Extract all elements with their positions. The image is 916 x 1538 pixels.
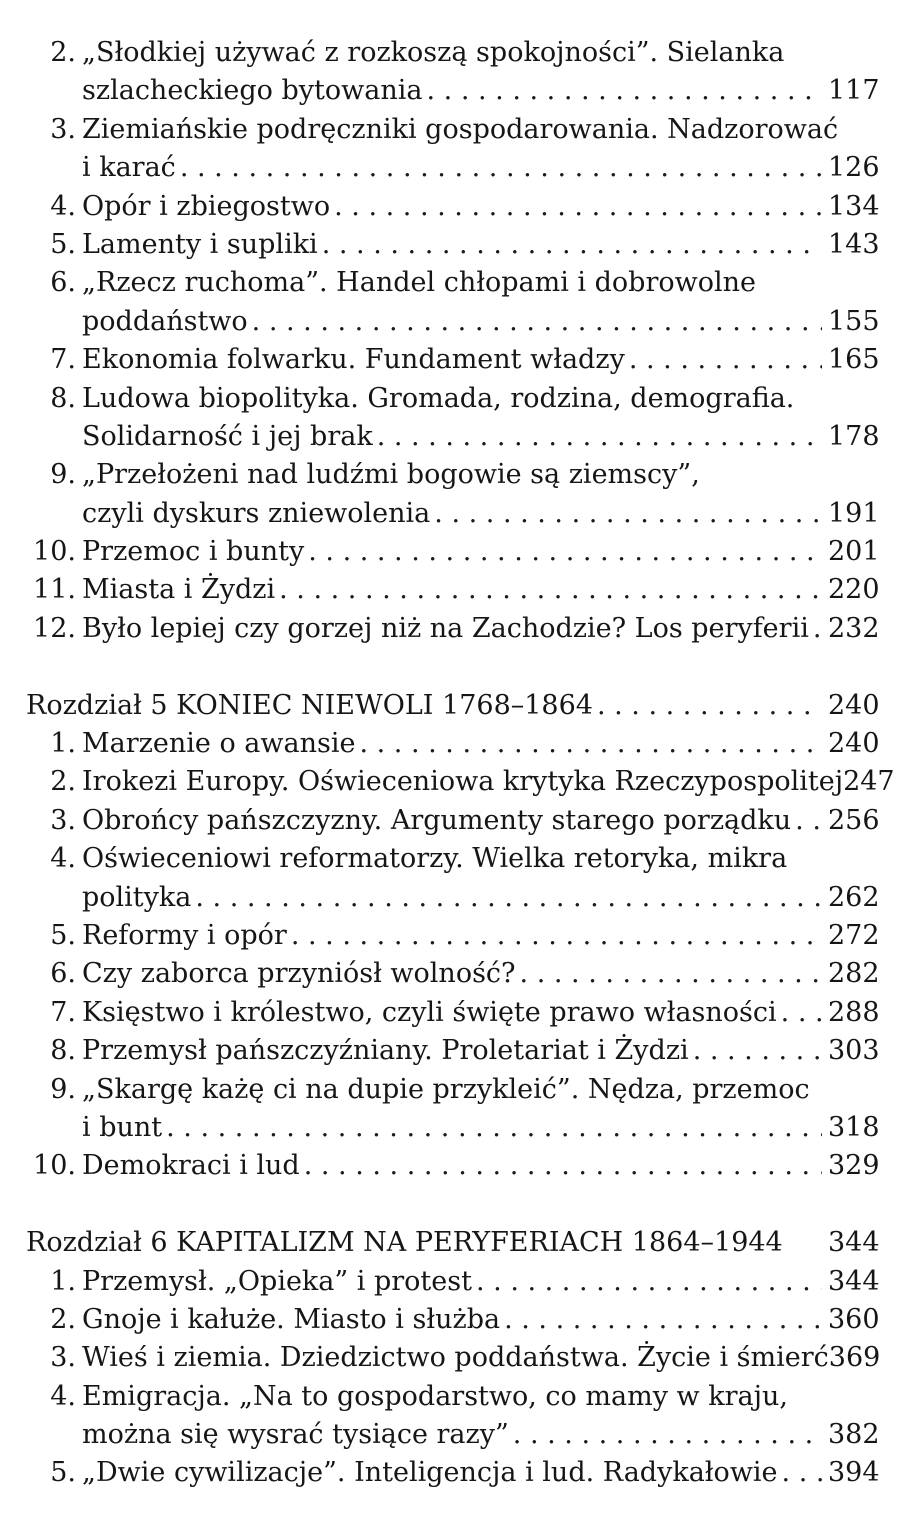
entry-number: 10. bbox=[33, 1150, 76, 1182]
page-number: 126 bbox=[828, 152, 880, 184]
section-gap bbox=[26, 648, 878, 686]
page-number: 191 bbox=[828, 497, 880, 529]
entry-title: Wieś i ziemia. Dziedzictwo poddaństwa. Życie i śmierć bbox=[82, 1342, 829, 1374]
dot-leader bbox=[629, 341, 822, 379]
entry-number: 11. bbox=[33, 574, 76, 606]
toc-entry bbox=[26, 341, 878, 379]
entry-number: 1. bbox=[50, 1265, 76, 1297]
entry-title: „Dwie cywilizacje”. Inteligencja i lud. Radykałowie bbox=[82, 1457, 778, 1489]
toc-entry bbox=[26, 610, 878, 648]
toc-entry bbox=[26, 380, 878, 418]
entry-title: Przemysł. „Opieka” i protest bbox=[82, 1265, 472, 1297]
toc-entry-continuation bbox=[26, 879, 878, 917]
page-number: 220 bbox=[828, 574, 880, 606]
page-number: 155 bbox=[828, 305, 880, 337]
dot-leader bbox=[279, 571, 822, 609]
entry-title: Ziemiańskie podręczniki gospodarowania. Nadzorować bbox=[82, 113, 839, 145]
page-number: 240 bbox=[828, 728, 880, 760]
toc-entry bbox=[26, 994, 878, 1032]
entry-title: Obrońcy pańszczyzny. Argumenty starego porządku bbox=[82, 804, 792, 836]
toc-entry bbox=[26, 1454, 878, 1492]
chapter-title: Rozdział 6 KAPITALIZM NA PERYFERIACH 1864–1944 bbox=[26, 1227, 783, 1259]
page-number: 303 bbox=[828, 1035, 880, 1067]
entry-number: 3. bbox=[50, 113, 76, 145]
entry-title: „Przełożeni nad ludźmi bogowie są ziemscy”, bbox=[82, 459, 700, 491]
entry-title: i bunt bbox=[82, 1111, 163, 1143]
toc-entry bbox=[26, 1263, 878, 1301]
entry-number: 8. bbox=[50, 382, 76, 414]
chapter-heading bbox=[26, 687, 878, 725]
chapter-title: Rozdział 5 KONIEC NIEWOLI 1768–1864 bbox=[26, 689, 593, 721]
entry-number: 3. bbox=[50, 1342, 76, 1374]
entry-number: 5. bbox=[50, 919, 76, 951]
toc-entry bbox=[26, 1032, 878, 1070]
entry-number: 2. bbox=[50, 766, 76, 798]
entry-number: 4. bbox=[50, 190, 76, 222]
page-number: 262 bbox=[828, 881, 880, 913]
page-number: 369 bbox=[828, 1342, 881, 1374]
entry-number: 3. bbox=[50, 804, 76, 836]
toc-entry-continuation bbox=[26, 1109, 878, 1147]
entry-title: Miasta i Żydzi bbox=[82, 574, 276, 606]
page-number: 318 bbox=[828, 1111, 880, 1143]
entry-title: i karać bbox=[82, 152, 176, 184]
entry-number: 9. bbox=[50, 1073, 76, 1105]
page-number: 329 bbox=[828, 1150, 880, 1182]
dot-leader bbox=[813, 610, 822, 648]
entry-title: Gnoje i kałuże. Miasto i służba bbox=[82, 1303, 501, 1335]
entry-title: Ekonomia folwarku. Fundament władzy bbox=[82, 344, 625, 376]
entry-title: Irokezi Europy. Oświeceniowa krytyka Rzeczypospolitej bbox=[82, 766, 844, 798]
page-number: 382 bbox=[828, 1419, 880, 1451]
entry-title: Emigracja. „Na to gospodarstwo, co mamy w kraju, bbox=[82, 1380, 788, 1412]
entry-number: 7. bbox=[50, 996, 76, 1028]
toc-entry bbox=[26, 1147, 878, 1185]
entry-title: „Skargę każę ci na dupie przykleić”. Nędza, przemoc bbox=[82, 1073, 810, 1105]
toc-entry bbox=[26, 571, 878, 609]
dot-leader bbox=[782, 1454, 822, 1492]
toc-entry bbox=[26, 226, 878, 264]
entry-title: Ludowa biopolityka. Gromada, rodzina, demografia. bbox=[82, 382, 795, 414]
dot-leader bbox=[377, 418, 822, 456]
entry-title: Demokraci i lud bbox=[82, 1150, 300, 1182]
page-number: 360 bbox=[828, 1303, 880, 1335]
page-number: 134 bbox=[828, 190, 880, 222]
dot-leader bbox=[291, 917, 822, 955]
page-number: 247 bbox=[843, 766, 895, 798]
toc-entry bbox=[26, 188, 878, 226]
entry-title: Księstwo i królestwo, czyli święte prawo własności bbox=[82, 996, 777, 1028]
toc-entry-continuation bbox=[26, 1416, 878, 1454]
dot-leader bbox=[195, 879, 822, 917]
page-number: 232 bbox=[828, 612, 880, 644]
page-number: 240 bbox=[828, 689, 880, 721]
entry-number: 7. bbox=[50, 344, 76, 376]
entry-title: „Rzecz ruchoma”. Handel chłopami i dobrowolne bbox=[82, 267, 756, 299]
toc-entry-continuation bbox=[26, 149, 878, 187]
dot-leader bbox=[504, 1301, 822, 1339]
entry-title: Oświeceniowi reformatorzy. Wielka retoryka, mikra bbox=[82, 843, 788, 875]
toc-entry bbox=[26, 34, 878, 72]
entry-number: 2. bbox=[50, 37, 76, 68]
dot-leader bbox=[427, 72, 823, 110]
dot-leader bbox=[795, 802, 822, 840]
toc-entry-continuation bbox=[26, 72, 878, 110]
entry-number: 6. bbox=[50, 958, 76, 990]
page-number: 344 bbox=[828, 1227, 880, 1259]
entry-title: można się wysrać tysiące razy” bbox=[82, 1419, 509, 1451]
dot-leader bbox=[252, 303, 822, 341]
toc-entry bbox=[26, 763, 895, 801]
dot-leader bbox=[334, 188, 822, 226]
toc-entry bbox=[26, 1339, 881, 1377]
toc-entry bbox=[26, 725, 878, 763]
toc-entry-continuation bbox=[26, 418, 878, 456]
entry-number: 6. bbox=[50, 267, 76, 299]
entry-number: 9. bbox=[50, 459, 76, 491]
entry-title: Solidarność i jej brak bbox=[82, 420, 373, 452]
entry-number: 4. bbox=[50, 1380, 76, 1412]
entry-title: „Słodkiej używać z rozkoszą spokojności”. Sielanka bbox=[82, 37, 785, 68]
entry-number: 5. bbox=[50, 1457, 76, 1489]
entry-title: Przemysł pańszczyźniany. Proletariat i Żydzi bbox=[82, 1035, 689, 1067]
toc-entry bbox=[26, 264, 878, 302]
page-number: 165 bbox=[828, 344, 880, 376]
page-number: 178 bbox=[828, 420, 880, 452]
toc-entry bbox=[26, 456, 878, 494]
page-number: 282 bbox=[828, 958, 880, 990]
page-number: 272 bbox=[828, 919, 880, 951]
dot-leader bbox=[434, 495, 822, 533]
dot-leader bbox=[180, 149, 822, 187]
entry-title: poddaństwo bbox=[82, 305, 248, 337]
dot-leader bbox=[513, 1416, 822, 1454]
toc-entry bbox=[26, 533, 878, 571]
dot-leader bbox=[781, 994, 822, 1032]
toc-entry bbox=[26, 955, 878, 993]
toc-entry-continuation bbox=[26, 495, 878, 533]
dot-leader bbox=[520, 955, 822, 993]
entry-number: 1. bbox=[50, 728, 76, 760]
chapter-heading bbox=[26, 1224, 878, 1262]
section-gap bbox=[26, 1186, 878, 1224]
toc-entry bbox=[26, 1071, 878, 1109]
dot-leader bbox=[308, 533, 822, 571]
toc-entry bbox=[26, 1378, 878, 1416]
toc-entry bbox=[26, 917, 878, 955]
toc-entry bbox=[26, 840, 878, 878]
page-number: 117 bbox=[828, 75, 880, 107]
dot-leader bbox=[304, 1147, 822, 1185]
page-number: 201 bbox=[828, 536, 880, 568]
toc-entry bbox=[26, 802, 878, 840]
entry-number: 2. bbox=[50, 1303, 76, 1335]
entry-number: 10. bbox=[33, 536, 76, 568]
page-number: 143 bbox=[828, 228, 880, 260]
dot-leader bbox=[359, 725, 822, 763]
dot-leader bbox=[597, 687, 822, 725]
page-number: 344 bbox=[828, 1265, 880, 1297]
entry-title: Lamenty i supliki bbox=[82, 228, 318, 260]
toc-entry-continuation bbox=[26, 303, 878, 341]
page-number: 394 bbox=[828, 1457, 880, 1489]
entry-title: Przemoc i bunty bbox=[82, 536, 305, 568]
entry-number: 5. bbox=[50, 228, 76, 260]
page-number: 288 bbox=[828, 996, 880, 1028]
dot-leader bbox=[322, 226, 822, 264]
entry-number: 4. bbox=[50, 843, 76, 875]
toc-entry bbox=[26, 1301, 878, 1339]
dot-leader bbox=[693, 1032, 822, 1070]
entry-number: 12. bbox=[33, 612, 76, 644]
entry-number: 8. bbox=[50, 1035, 76, 1067]
entry-title: szlacheckiego bytowania bbox=[82, 75, 423, 107]
entry-title: Czy zaborca przyniósł wolność? bbox=[82, 958, 516, 990]
entry-title: polityka bbox=[82, 881, 192, 913]
dot-leader bbox=[476, 1263, 822, 1301]
toc-entry bbox=[26, 111, 878, 149]
entry-title: Opór i zbiegostwo bbox=[82, 190, 331, 222]
entry-title: Marzenie o awansie bbox=[82, 728, 356, 760]
entry-title: Było lepiej czy gorzej niż na Zachodzie? Los peryferii bbox=[82, 612, 809, 644]
entry-title: Reformy i opór bbox=[82, 919, 287, 951]
page-number: 256 bbox=[828, 804, 880, 836]
dot-leader bbox=[166, 1109, 822, 1147]
entry-title: czyli dyskurs zniewolenia bbox=[82, 497, 431, 529]
